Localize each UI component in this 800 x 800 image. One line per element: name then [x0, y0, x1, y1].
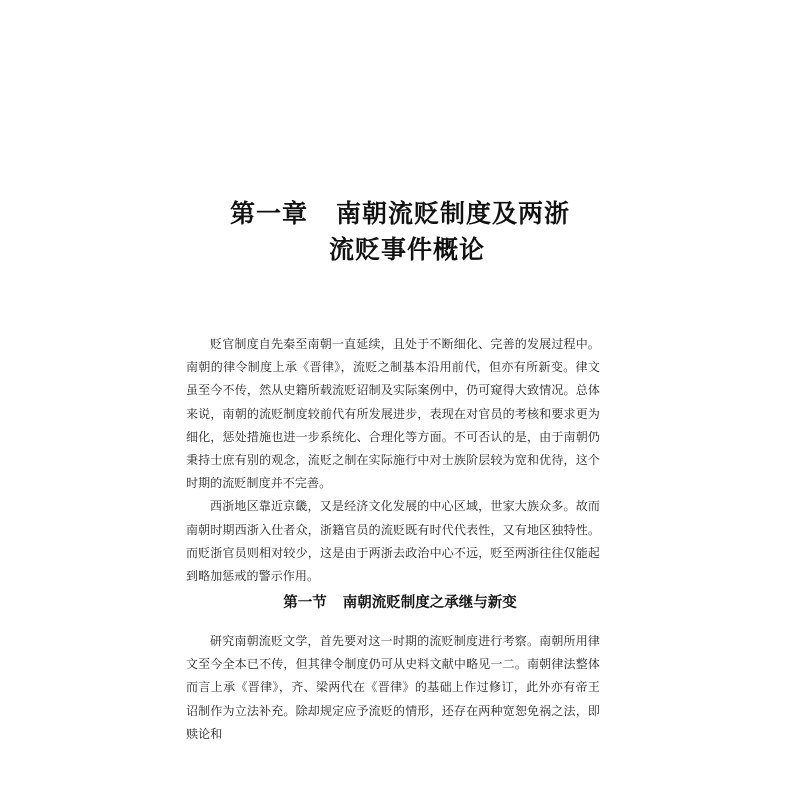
chapter-heading [0, 196, 800, 268]
chapter-title-line-2: 流贬事件概论 [328, 235, 485, 264]
chapter-title-text: 南朝流贬制度及两浙 [336, 199, 571, 228]
section-body [186, 630, 600, 746]
section-paragraph-1: 研究南朝流贬文学，首先要对这一时期的流贬制度进行考察。南朝所用律文至今全本已不传，但其律令制度仍可从史料文献中略见一二。南朝律法整体而言上承《晋律》，齐、梁两代在《晋律》的基础上作过修订，此外亦有帝王诏制作为立法补充。除却规定应予流贬的情形，还存在两种宽恕免祸之法，即赎论和 [186, 634, 600, 741]
section-heading [0, 593, 800, 613]
chapter-intro [186, 333, 600, 588]
intro-paragraph-2: 西浙地区靠近京畿，又是经济文化发展的中心区域，世家大族众多。故而南朝时期西浙入仕者众，浙籍官员的流贬既有时代代表性，又有地区独特性。而贬浙官员则相对较少，这是由于两浙去政治中心不远，贬至两浙往往仅能起到略加惩戒的警示作用。 [186, 499, 600, 584]
section-number: 第一节 [283, 595, 327, 611]
chapter-title-line-1 [0, 196, 800, 232]
chapter-number: 第一章 [229, 199, 308, 228]
intro-paragraph-1: 贬官制度自先秦至南朝一直延续，且处于不断细化、完善的发展过程中。南朝的律令制度上承《晋律》，流贬之制基本沿用前代，但亦有所新变。律文虽至今不传，然从史籍所载流贬诏制及实际案例中，仍可窥得大致情况。总体来说，南朝的流贬制度较前代有所发展进步，表现在对官员的考核和要求更为细化，惩处措施也进一步系统化、合理化等方面。不可否认的是，由于南朝仍秉持士庶有别的观念，流贬之制在实际施行中对士族阶层较为宽和优待，这个时期的流贬制度并不完善。 [186, 337, 600, 491]
section-title-text: 南朝流贬制度之承继与新变 [342, 595, 517, 611]
